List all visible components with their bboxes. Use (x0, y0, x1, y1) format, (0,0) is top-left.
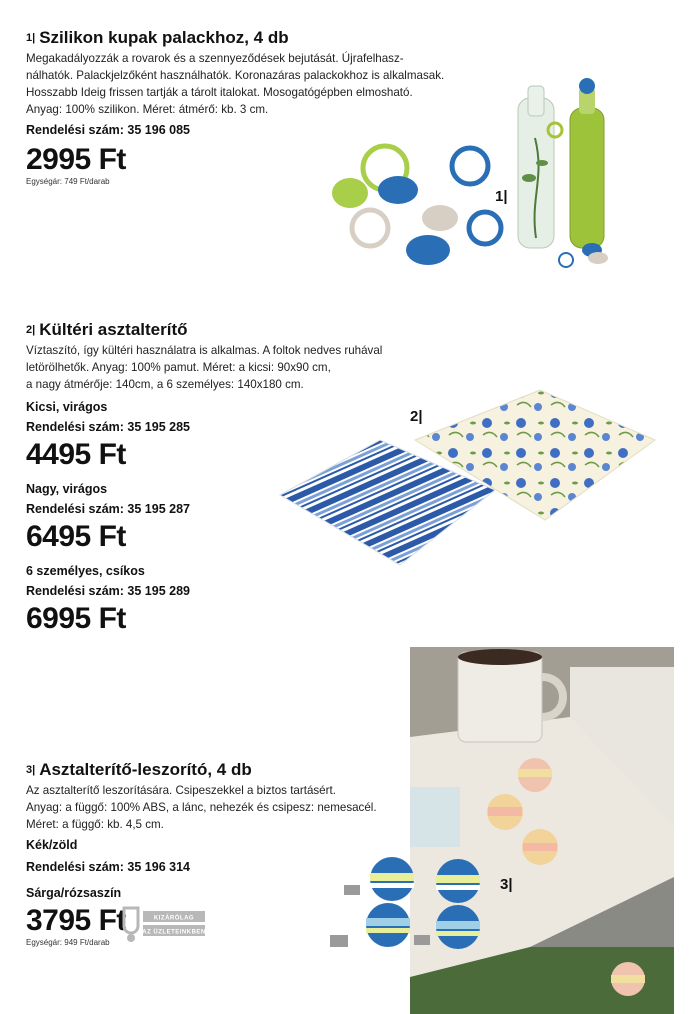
variant-price: 6995 Ft (26, 602, 126, 635)
clip-weight (414, 905, 480, 949)
desc-line: a nagy átmérője: 140cm, a 6 személyes: 140x180 cm. (26, 378, 304, 391)
desc-line: Méret: a függő: kb. 4,5 cm. (26, 818, 164, 831)
variant-order-number: Rendelési szám: 35 195 289 (26, 584, 190, 598)
store-icon (124, 908, 138, 933)
product-3-price: 3795 Ft (26, 904, 126, 937)
product-2-title-text: Kültéri asztalterítő (39, 320, 188, 339)
variant-name: 6 személyes, csíkos (26, 564, 145, 578)
desc-line: Víztaszító, így kültéri használatra is alkalmas. A foltok nedves ruhával (26, 344, 383, 357)
variant-name: Nagy, virágos (26, 482, 108, 496)
clip-weight (330, 903, 410, 947)
badge-line-1: KIZÁRÓLAG (153, 915, 195, 922)
desc-line: letörölhetők. Anyag: 100% pamut. Méret: a kicsi: 90x90 cm, (26, 361, 331, 374)
product-3-image-label: 3| (500, 876, 513, 893)
variant-price: 4495 Ft (26, 438, 126, 471)
variant-name: Kicsi, virágos (26, 400, 108, 414)
variant-name: Sárga/rózsaszín (26, 886, 122, 900)
variant-order-number: Rendelési szám: 35 196 314 (26, 860, 190, 874)
desc-line: Anyag: a függő: 100% ABS, a lánc, nehezék és csipesz: nemesacél. (26, 801, 377, 814)
product-1-image (330, 78, 630, 278)
product-2-number: 2| (26, 324, 36, 336)
variant-order-number: Rendelési szám: 35 195 285 (26, 420, 190, 434)
variant-order-number: Rendelési szám: 35 195 287 (26, 502, 190, 516)
product-3-image (330, 855, 490, 960)
product-3-title-text: Asztalterítő-leszorító, 4 db (39, 760, 252, 779)
product-3-unit-price: Egységár: 949 Ft/darab (26, 938, 110, 947)
product-3-description (26, 782, 377, 833)
product-3-title (26, 760, 377, 780)
clip-weight (344, 857, 414, 901)
product-1-order-number: Rendelési szám: 35 196 085 (26, 123, 190, 137)
variant-price: 6495 Ft (26, 520, 126, 553)
desc-line: Megakadályozzák a rovarok és a szennyeződések bejutását. Újrafelhasz- (26, 52, 404, 65)
desc-line: nálhatók. Palackjelzőként használhatók. Koronazáras palackokhoz is alkalmasak. (26, 69, 445, 82)
badge-line-2: AZ ÜZLETEINKBEN (142, 929, 206, 936)
clip-weight (436, 859, 480, 903)
desc-line: Az asztalterítő leszorítására. Csipeszekkel a biztos tartásért. (26, 784, 336, 797)
product-1-number: 1| (26, 32, 36, 44)
product-1-unit-price: Egységár: 749 Ft/darab (26, 177, 110, 186)
product-2-image-label: 2| (410, 408, 423, 425)
product-2-title (26, 320, 382, 340)
product-1-image-label: 1| (495, 188, 508, 205)
desc-line: Hosszabb Ideig frissen tartják a tárolt italokat. Mosogatógépben elmosható. (26, 86, 413, 99)
product-1-title (26, 28, 444, 48)
desc-line: Anyag: 100% szilikon. Méret: átmérő: kb. 3 cm. (26, 103, 269, 116)
product-1-title-text: Szilikon kupak palackhoz, 4 db (39, 28, 289, 47)
variant-name: Kék/zöld (26, 838, 78, 852)
product-1-price: 2995 Ft (26, 143, 126, 176)
product-3-number: 3| (26, 764, 36, 776)
product-2-image (275, 385, 660, 570)
store-only-badge (121, 905, 207, 945)
